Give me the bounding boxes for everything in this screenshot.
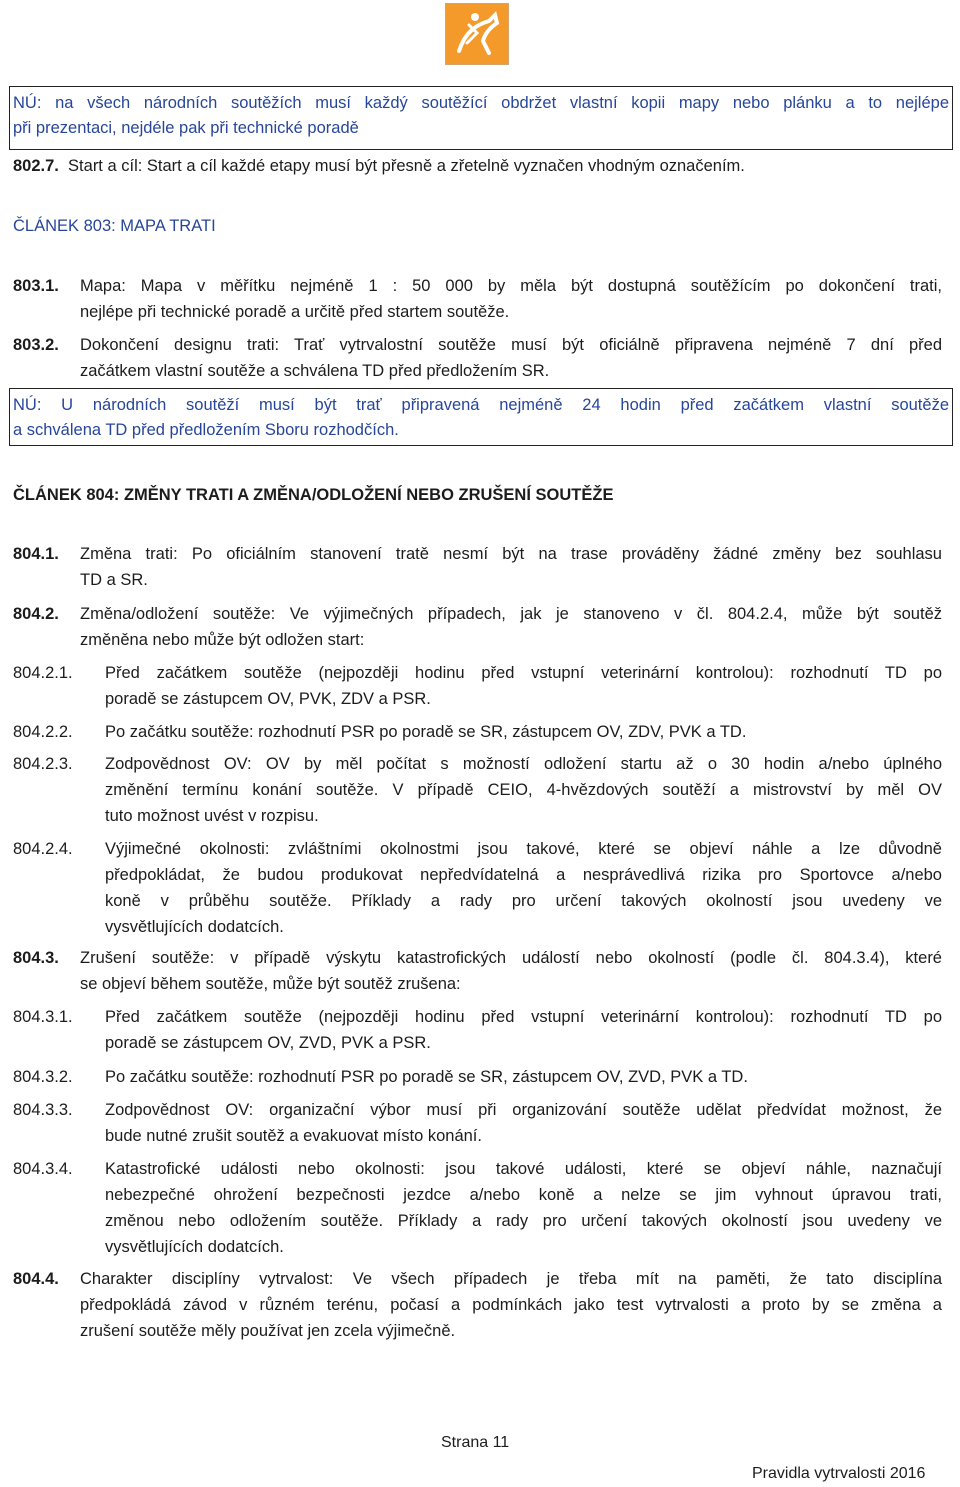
clause-line: vysvětlujících dodatcích. <box>105 1238 284 1256</box>
equestrian-logo-icon <box>445 3 509 65</box>
clause-line: Zrušení soutěže: v případě výskytu katastrofických událostí nebo okolností (podle čl. 804.3.4), které <box>80 949 942 967</box>
clause-number: 804.3.4. <box>13 1160 73 1178</box>
clause-line: Zodpovědnost OV: organizační výbor musí při organizování soutěže udělat předvídat možnost, že <box>105 1101 942 1119</box>
clause-line: Před začátkem soutěže (nejpozději hodinu před vstupní veterinární kontrolou): rozhodnutí TD po <box>105 664 942 682</box>
clause-number: 802.7. <box>13 157 59 175</box>
clause-line: Katastrofické události nebo okolnosti: jsou takové události, které se objeví náhle, naznačují <box>105 1160 942 1178</box>
clause-line: Změna/odložení soutěže: Ve výjimečných případech, jak je stanoveno v čl. 804.2.4, může být soutěž <box>80 605 942 623</box>
clause-number: 804.3.3. <box>13 1101 73 1119</box>
clause-line: nejlépe při technické poradě a určitě před startem soutěže. <box>80 303 510 321</box>
clause-number: 804.3.2. <box>13 1068 73 1086</box>
clause-number: 804.4. <box>13 1270 59 1288</box>
nu-note-line: při prezentaci, nejdéle pak při technické poradě <box>13 119 359 137</box>
clause-number: 804.3.1. <box>13 1008 73 1026</box>
clause-line: koně v průběhu soutěže. Příklady a rady pro určení takových okolností jsou uvedeny ve <box>105 892 942 910</box>
clause-line: zrušení soutěže měly používat jen zcela výjimečně. <box>80 1322 456 1340</box>
clause-number: 804.1. <box>13 545 59 563</box>
clause-line: poradě se zástupcem OV, ZVD, PVK a PSR. <box>105 1034 431 1052</box>
clause-line: změnou nebo odložením soutěže. Příklady a rady pro určení takových okolností jsou uvedeny ve <box>105 1212 942 1230</box>
nu-note-box <box>9 86 953 150</box>
clause-line: se objeví během soutěže, může být soutěž zrušena: <box>80 975 461 993</box>
clause-line: Po začátku soutěže: rozhodnutí PSR po poradě se SR, zástupcem OV, ZDV, PVK a TD. <box>105 723 747 741</box>
nu-note-box <box>9 388 953 446</box>
article-802-7 <box>13 153 948 179</box>
clause-line: Před začátkem soutěže (nejpozději hodinu před vstupní veterinární kontrolou): rozhodnutí TD po <box>105 1008 942 1026</box>
clause-number: 803.2. <box>13 336 59 354</box>
clause-text: Start a cíl: Start a cíl každé etapy musí být přesně a zřetelně vyznačen vhodným označením. <box>68 157 745 175</box>
document-title: Pravidla vytrvalosti 2016 <box>752 1465 926 1482</box>
clause-line: změnění termínu konání soutěže. V případě CEIO, 4-hvězdových soutěží a mistrovství by měl OV <box>105 781 942 799</box>
clause-line: bude nutné zrušit soutěž a evakuovat místo konání. <box>105 1127 482 1145</box>
clause-number: 803.1. <box>13 277 59 295</box>
clause-line: Mapa: Mapa v měřítku nejméně 1 : 50 000 by měla být dostupná soutěžícím po dokončení trati, <box>80 277 942 295</box>
clause-line: Výjimečné okolnosti: zvláštními okolnostmi jsou takové, které se objeví náhle a lze důvodně <box>105 840 942 858</box>
heading-article-804: ČLÁNEK 804: ZMĚNY TRATI A ZMĚNA/ODLOŽENÍ NEBO ZRUŠENÍ SOUTĚŽE <box>13 486 614 504</box>
heading-article-803: ČLÁNEK 803: MAPA TRATI <box>13 217 216 235</box>
clause-line: změněna nebo může být odložen start: <box>80 631 365 649</box>
clause-line: TD a SR. <box>80 571 148 589</box>
clause-line: předpokládat, že budou produkovat nepředvídatelná a nesprávedlivá rizika pro Sportovce a/nebo <box>105 866 942 884</box>
clause-line: Po začátku soutěže: rozhodnutí PSR po poradě se SR, zástupcem OV, ZVD, PVK a TD. <box>105 1068 748 1086</box>
clause-number: 804.2.2. <box>13 723 73 741</box>
clause-line: začátkem vlastní soutěže a schválena TD před předložením SR. <box>80 362 550 380</box>
clause-number: 804.2.1. <box>13 664 73 682</box>
clause-line: Dokončení designu trati: Trať vytrvalostní soutěže musí být oficiálně připravena nejméně 7 dní před <box>80 336 942 354</box>
clause-number: 804.2.4. <box>13 840 73 858</box>
clause-line: tuto možnost uvést v rozpisu. <box>105 807 319 825</box>
clause-line: poradě se zástupcem OV, PVK, ZDV a PSR. <box>105 690 431 708</box>
clause-number: 804.2.3. <box>13 755 73 773</box>
clause-line: nebezpečné ohrožení bezpečnosti jezdce a/nebo koně a nelze se jim vyhnout úpravou trati, <box>105 1186 942 1204</box>
page-number: Strana 11 <box>441 1434 510 1451</box>
clause-number: 804.2. <box>13 605 59 623</box>
clause-line: předpokládá závod v různém terénu, počasí a podmínkách jako test vytrvalosti a proto by se změna a <box>80 1296 942 1314</box>
clause-line: vysvětlujících dodatcích. <box>105 918 284 936</box>
nu-note-line: NÚ: U národních soutěží musí být trať připravená nejméně 24 hodin před začátkem vlastní soutěže <box>13 396 949 414</box>
clause-line: Změna trati: Po oficiálním stanovení tratě nesmí být na trase prováděny žádné změny bez souhlasu <box>80 545 942 563</box>
clause-line: Charakter disciplíny vytrvalost: Ve všech případech je třeba mít na paměti, že tato disciplína <box>80 1270 942 1288</box>
clause-line: Zodpovědnost OV: OV by měl počítat s možností odložení startu až o 30 hodin a/nebo úplného <box>105 755 942 773</box>
clause-number: 804.3. <box>13 949 59 967</box>
nu-note-line: NÚ: na všech národních soutěžích musí každý soutěžící obdržet vlastní kopii mapy nebo plánku a to nejlépe <box>13 94 949 112</box>
nu-note-line: a schválena TD před předložením Sboru rozhodčích. <box>13 421 399 439</box>
